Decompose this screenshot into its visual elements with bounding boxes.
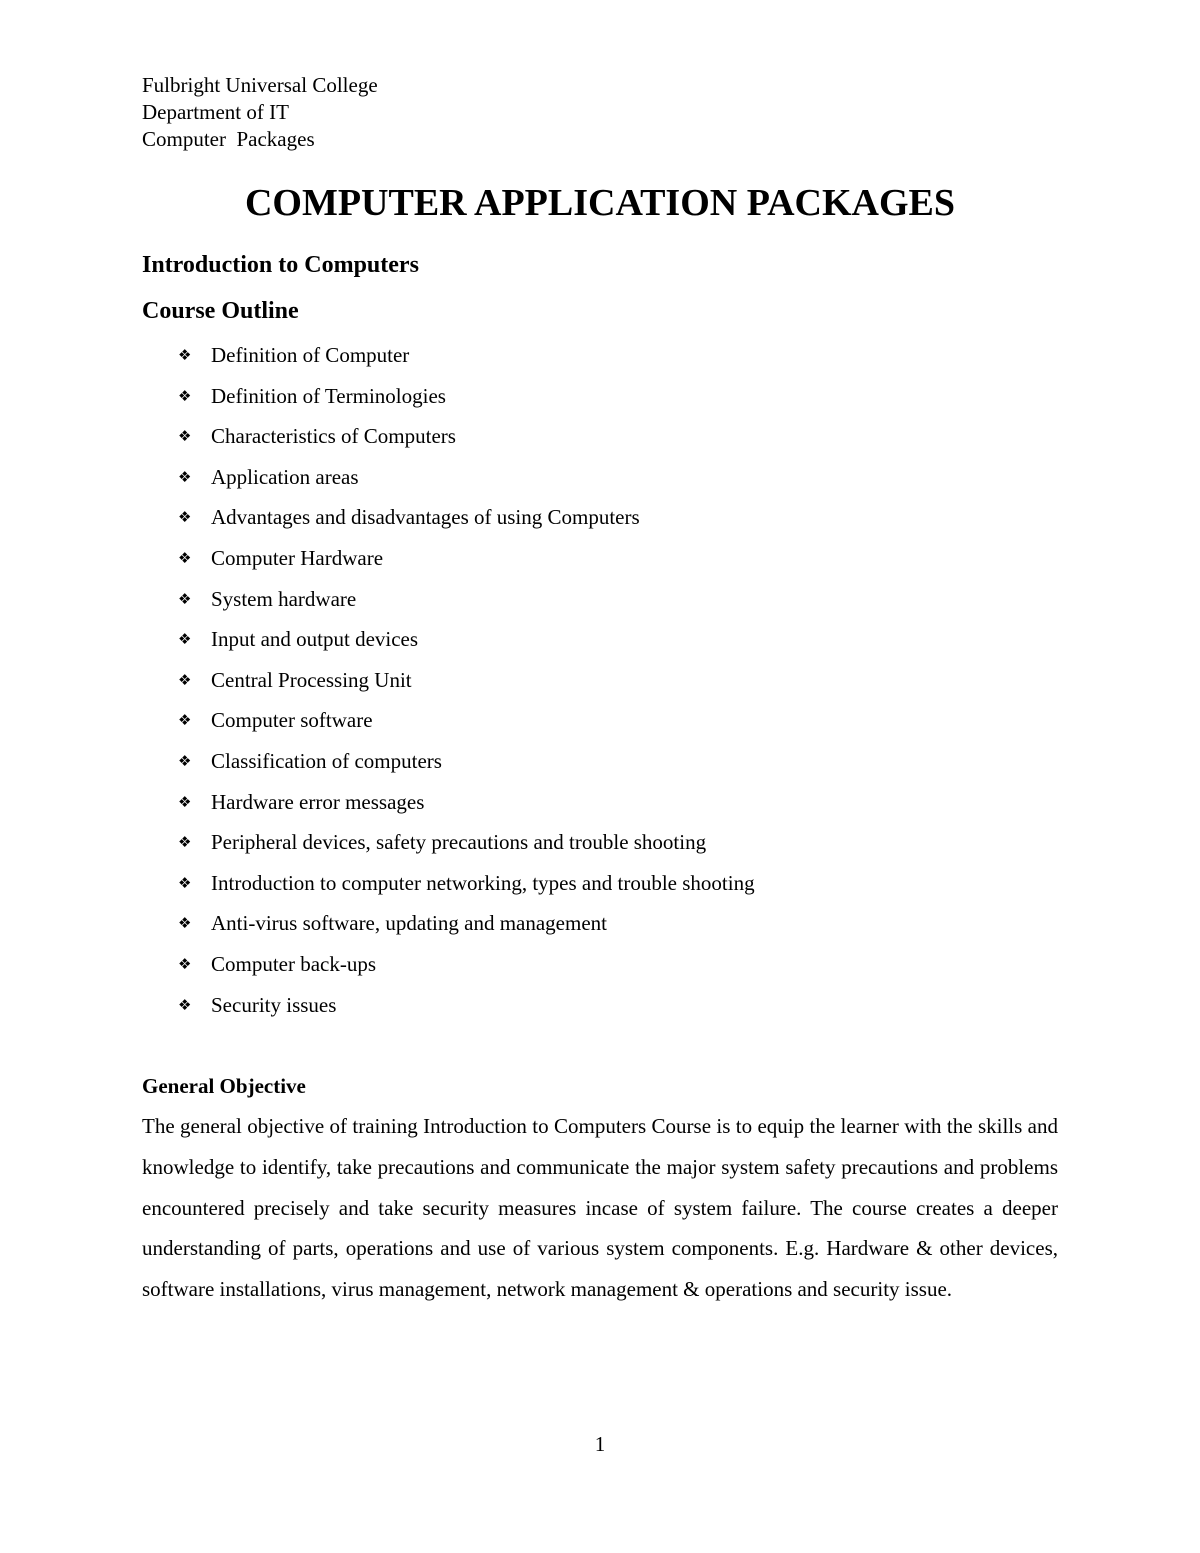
list-item-text: Computer back-ups: [211, 951, 377, 976]
list-item-text: Introduction to computer networking, types and trouble shooting: [211, 870, 755, 895]
outline-heading: Course Outline: [142, 298, 299, 324]
list-item: [178, 787, 755, 828]
list-item-text: Classification of computers: [211, 748, 442, 773]
list-item: [178, 665, 755, 706]
list-item: [178, 462, 755, 503]
general-objective-heading: General Objective: [142, 1074, 306, 1098]
diamond-bullet-icon: ❖: [178, 792, 192, 811]
list-item-text: Definition of Terminologies: [211, 383, 446, 408]
diamond-bullet-icon: ❖: [178, 670, 192, 689]
list-item-text: Peripheral devices, safety precautions and trouble shooting: [211, 830, 707, 855]
section-heading: Introduction to Computers: [142, 252, 419, 278]
list-item-text: Hardware error messages: [211, 789, 425, 814]
diamond-bullet-icon: ❖: [178, 346, 192, 364]
list-item: [178, 584, 755, 625]
list-item-text: Characteristics of Computers: [211, 424, 456, 449]
list-item-text: Computer software: [211, 708, 373, 733]
list-item-text: Security issues: [211, 992, 337, 1017]
list-item: [178, 827, 755, 868]
list-item: [178, 502, 755, 543]
department-name: Department of IT: [142, 100, 289, 124]
diamond-bullet-icon: ❖: [178, 427, 192, 446]
diamond-bullet-icon: ❖: [178, 751, 192, 770]
list-item-text: Anti-virus software, updating and management: [211, 911, 607, 936]
list-item: [178, 949, 755, 990]
list-item-text: System hardware: [211, 586, 357, 611]
list-item: [178, 868, 755, 909]
diamond-bullet-icon: ❖: [178, 954, 192, 973]
list-item-text: Application areas: [211, 464, 359, 489]
diamond-bullet-icon: ❖: [178, 589, 192, 608]
list-item-text: Definition of Computer: [211, 343, 410, 367]
diamond-bullet-icon: ❖: [178, 630, 192, 649]
list-item: [178, 990, 755, 1031]
diamond-bullet-icon: ❖: [178, 711, 192, 730]
list-item: [178, 543, 755, 584]
list-item: [178, 340, 755, 381]
list-item-text: Computer Hardware: [211, 545, 384, 570]
diamond-bullet-icon: ❖: [178, 914, 192, 933]
diamond-bullet-icon: ❖: [178, 995, 192, 1014]
diamond-bullet-icon: ❖: [178, 467, 192, 486]
list-item-text: Input and output devices: [211, 627, 419, 652]
list-item: [178, 908, 755, 949]
diamond-bullet-icon: ❖: [178, 833, 192, 852]
diamond-bullet-icon: ❖: [178, 386, 192, 405]
diamond-bullet-icon: ❖: [178, 508, 192, 527]
list-item: [178, 421, 755, 462]
college-name: Fulbright Universal College: [142, 73, 378, 97]
course-name: Computer Packages: [142, 127, 315, 151]
list-item-text: Central Processing Unit: [211, 667, 412, 692]
diamond-bullet-icon: ❖: [178, 873, 192, 892]
course-outline-list: [178, 340, 755, 1030]
page-title: COMPUTER APPLICATION PACKAGES: [244, 182, 956, 224]
diamond-bullet-icon: ❖: [178, 548, 192, 567]
list-item: [178, 381, 755, 422]
general-objective-text: The general objective of training Introduction to Computers Course is to equip the learner with the skills and knowledge to identify, take precautions and communicate the major system safety precautions and problems encountered precisely and take security measures incase of system failure. The course creates a deeper understanding of parts, operations and use of various system components. E.g. Hardware & other devices, software installations, virus management, network management & operations and security issue.: [142, 1114, 1058, 1302]
list-item: [178, 705, 755, 746]
document-header: [142, 72, 378, 153]
list-item-text: Advantages and disadvantages of using Computers: [211, 505, 640, 530]
list-item: [178, 624, 755, 665]
list-item: [178, 746, 755, 787]
page-number: 1: [594, 1432, 606, 1456]
